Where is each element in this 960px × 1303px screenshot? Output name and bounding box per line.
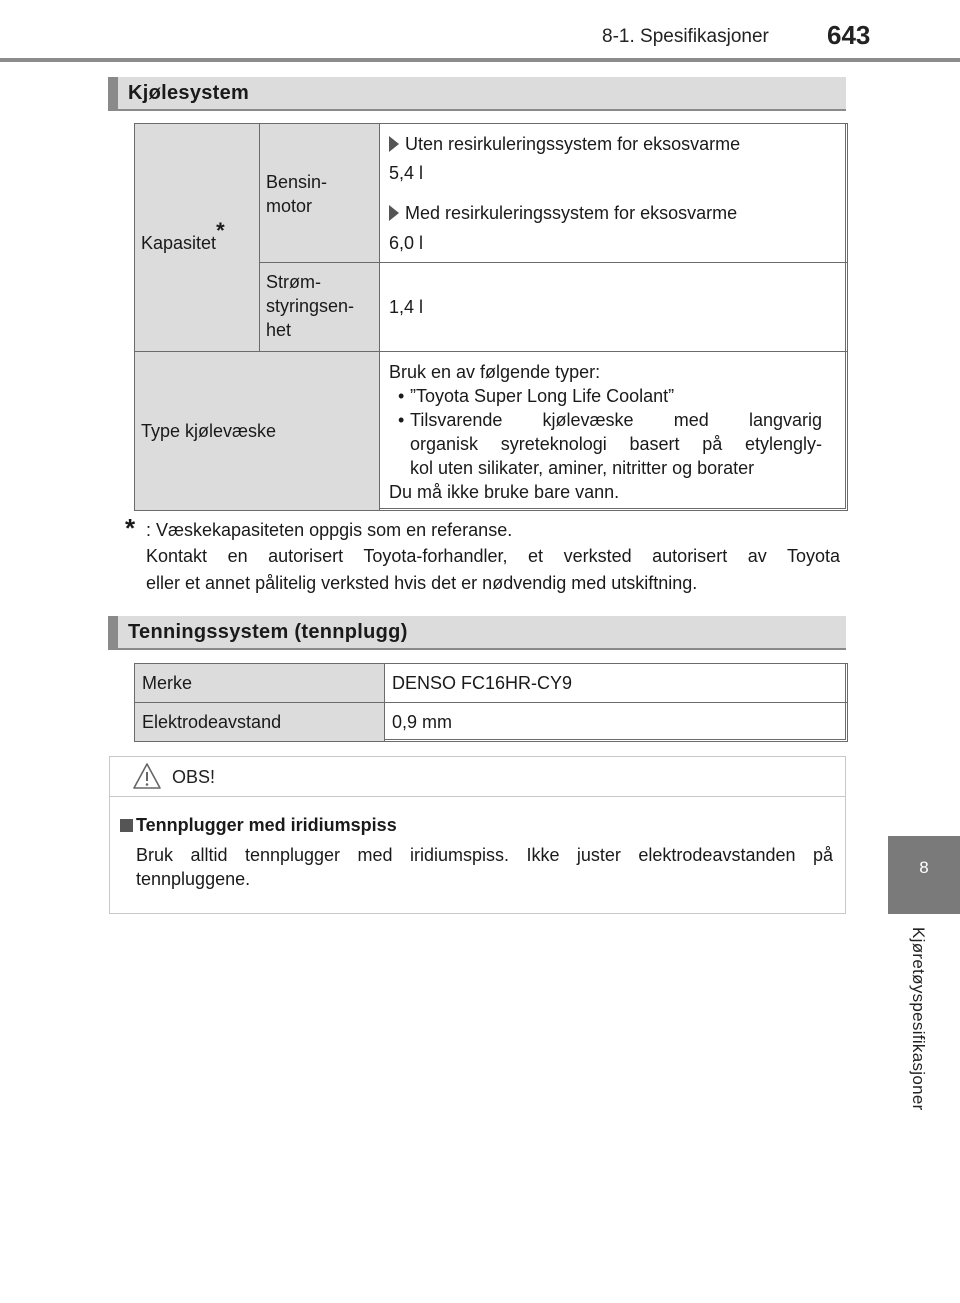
capacity-label-cell [134,123,260,352]
power-control-label: Strøm- styringsen- het [266,272,355,340]
capacity-label: Kapasitet* [141,218,225,253]
coolant-type-cell [134,351,380,511]
cooling-section-title: Kjølesystem [128,82,250,104]
section-title: 8-1. Spesifikasjoner [602,26,769,47]
coolant-bullet-2-line-2: organisk syreteknologi basert på etylengly- [410,434,822,454]
coolant-bullet-2-line-3: kol uten silikater, aminer, nitritter og borater [410,458,755,478]
notice-box [109,756,846,914]
footnote-line-2: Kontakt en autorisert Toyota-forhandler, et verksted autorisert av Toyota [146,546,840,566]
warning-triangle-icon [132,762,162,790]
coolant-bullet-2: • Tilsvarende kjølevæske med langvarig [398,410,822,430]
footnote-line-1: : Væskekapasiteten oppgis som en referanse. [146,520,513,540]
coolant-type-label: Type kjølevæske [141,421,277,441]
ignition-section-header [108,616,846,650]
power-control-value: 1,4 l [389,297,424,317]
coolant-type-value-cell [379,351,848,511]
power-control-cell [259,262,380,352]
notice-title: Tennplugger med iridiumspiss [136,815,397,835]
notice-label: OBS! [172,767,216,787]
cooling-section-header [108,77,846,111]
coolant-bullet-1: • ”Toyota Super Long Life Coolant” [398,386,675,406]
coolant-warning: Du må ikke bruke bare vann. [389,482,620,502]
footnote-mark: * [125,513,136,543]
with-recirc-value: 6,0 l [389,233,424,253]
gasoline-engine-label: Bensin- motor [266,172,328,216]
bullet-dot-icon: • [398,410,405,430]
table-row-value: DENSO FC16HR-CY9 [384,663,848,703]
square-bullet-icon [120,819,133,832]
notice-text-line-2: tennpluggene. [136,869,251,889]
table-row-value: 0,9 mm [384,702,848,742]
without-recirc-value: 5,4 l [389,163,424,183]
footnote-line-3: eller et annet pålitelig verksted hvis det er nødvendig med utskiftning. [146,573,698,593]
with-recirc-row: Med resirkuleringssystem for eksosvarme [389,201,737,225]
table-row-label: Elektrodeavstand [134,702,385,742]
header-divider [0,58,960,62]
bullet-dot-icon: • [398,386,405,406]
gasoline-engine-values [379,123,848,263]
chapter-number: 8 [919,858,929,877]
gasoline-engine-cell [259,123,380,263]
cooling-table [134,123,846,509]
without-recirc-row: Uten resirkuleringssystem for eksosvarme [389,132,740,156]
notice-text-line-1: Bruk alltid tennplugger med iridiumspiss. Ikke juster elektrodeavstanden på [136,845,833,865]
page-number: 643 [827,20,871,50]
chapter-label: Kjøretøyspesifikasjoner [909,927,928,1111]
ignition-table [134,663,846,740]
triangle-bullet-icon [389,136,399,152]
ignition-section-title: Tenningssystem (tennplugg) [128,621,408,643]
triangle-bullet-icon [389,205,399,221]
table-row-label: Merke [134,663,385,703]
coolant-intro: Bruk en av følgende typer: [389,362,601,382]
chapter-tab [888,836,960,914]
asterisk-mark: * [216,218,225,243]
power-control-value-cell [379,262,848,352]
notice-header [110,757,845,797]
